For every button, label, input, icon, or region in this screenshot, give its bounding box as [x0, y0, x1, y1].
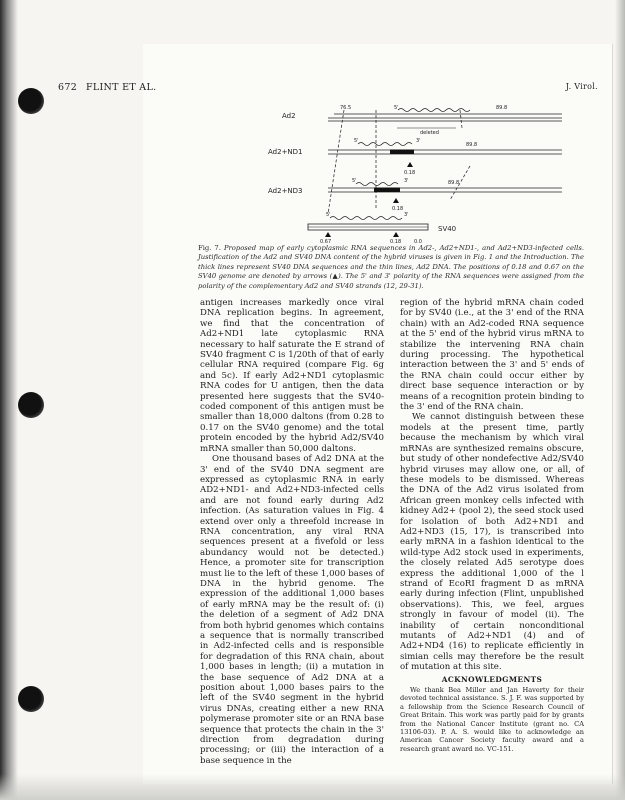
- sv40-segment-nd3: [374, 188, 400, 193]
- map-unit-nd3: 89.8: [448, 180, 460, 186]
- header-authors: FLINT ET AL.: [86, 82, 157, 93]
- map-unit-765: 76.5: [340, 105, 352, 111]
- figure-7-map: [200, 104, 580, 244]
- header-journal: J. Virol.: [565, 82, 598, 91]
- body-paragraph: region of the hybrid mRNA chain coded for by SV40 (i.e., at the 3' end of the RNA chain) with an Ad2-coded RNA sequence at the 5' end of the hybrid virus mRNA to stabilize the intervening RNA chain during processing. The hypothetical interaction between the 3' and 5' ends of the RNA chain could occur either by direct base sequence interaction or by means of a recognition protein binding to the 3' end of the RNA chain.: [400, 298, 584, 413]
- body-paragraph: We cannot distinguish between these models at the present time, partly because the mechanism by which viral mRNAs are synthesized remains obscure, but study of other nondefective Ad2/SV40 hybrid viruses may allow one, or all, of these models to be dismissed. Whereas the DNA of the Ad2 virus isolated from African green monkey cells infected with kidney Ad2+ (pool 2), the seed stock used for isolation of both Ad2+ND1 and Ad2+ND3 (15, 17), is transcribed into early mRNA in a fashion identical to the wild-type Ad2 stock used in experiments, the closely related Ad5 serotype does express the additional 1,000 of the l strand of EcoRI fragment D as mRNA early during infection (Flint, unpublished observations). This, we feel, argues strongly in favour of model (ii). The inability of certain nonconditional mutants of Ad2+ND1 (4) and of Ad2+ND4 (16) to replicate efficiently in simian cells may therefore be the result of mutation at this site.: [400, 412, 584, 673]
- punch-hole: [18, 88, 44, 114]
- rna-map-diagram: [200, 104, 580, 244]
- scan-edge-shadow-right: [615, 0, 625, 800]
- sv40-segment-nd1: [390, 150, 414, 155]
- five-prime-label: 5': [394, 105, 399, 111]
- body-paragraph: antigen increases markedly once viral DNA replication begins. In agreement, we find that the concentration of Ad2+ND1 late cytoplasmic RNA necessary to half saturate the E strand of SV40 fragment C is 1/20th of that of early cellular RNA required (compare Fig. 6g and 5c). If early Ad2+ND1 cytoplasmic RNA codes for U antigen, then the data presented here suggests that the SV40-coded component of this antigen must be smaller than 18,000 daltons (from 0.28 to 0.17 on the SV40 genome) and the total protein encoded by the hybrid Ad2/SV40 mRNA smaller than 50,000 daltons.: [200, 298, 384, 454]
- scan-edge-shadow: [0, 0, 18, 800]
- rna-wave-nd1: [358, 143, 412, 146]
- row-label-sv40: SV40: [438, 225, 457, 233]
- running-header: [58, 82, 598, 96]
- three-prime-nd3: 3': [404, 178, 409, 184]
- rna-wave-nd3: [356, 183, 398, 186]
- map-unit-nd1: 89.8: [466, 142, 478, 148]
- three-prime-nd1: 3': [416, 138, 421, 144]
- arrow-marker-nd3: [393, 198, 399, 203]
- page-number: 672: [58, 82, 78, 93]
- map-unit-nd3-018: 0.18: [392, 206, 404, 212]
- left-column: [200, 298, 384, 766]
- map-unit-898: 89.8: [496, 105, 508, 111]
- caption-text: Proposed map of early cytoplasmic RNA sequences in Ad2-, Ad2+ND1-, and Ad2+ND3-infected cells. Justification of the Ad2 and SV40 DNA content of the hybrid viruses is given in Fig. 1 and the Introduction. The thick lines represent SV40 DNA sequences and the thin lines, Ad2 DNA. The positions of 0.18 and 0.67 on the SV40 genome are denoted by arrows (▲). The 5' and 3' polarity of the RNA sequences were assigned from the polarity of the complementary Ad2 and SV40 strands (12, 29-31).: [198, 244, 585, 290]
- scan-edge-shadow-bottom: [0, 774, 625, 800]
- five-prime-sv40: 5': [326, 212, 331, 218]
- rna-wave-ad2: [398, 109, 470, 112]
- body-paragraph: One thousand bases of Ad2 DNA at the 3' end of the SV40 DNA segment are expressed as cytoplasmic RNA in early AD2+ND1- and Ad2+ND3-infected cells and are not found early during Ad2 infection. (As saturation values in Fig. 4 extend over only a threefold increase in RNA concentration, any viral RNA sequences present at a fivefold or less abundancy would not be detected.) Hence, a promoter site for transcription must lie to the left of these 1,000 bases of DNA in the hybrid genome. The expression of the additional 1,000 bases of early mRNA may be the result of: (i) the deletion of a segment of Ad2 DNA from both hybrid genomes which contains a sequence that is normally transcribed in Ad2-infected cells and is responsible for degradation of this RNA chain, about 1,000 bases in length; (ii) a mutation in the base sequence of Ad2 DNA at a position about 1,000 bases pairs to the left of the SV40 segment in the hybrid virus DNAs, creating either a new RNA polymerase promoter site or an RNA base sequence that protects the chain in the 3' direction from degradation during processing; or (iii) the interaction of a base sequence in the: [200, 454, 384, 766]
- sv40-unit-00: 0.0: [414, 239, 422, 244]
- row-label-ad2: Ad2: [282, 112, 296, 120]
- arrow-marker-018: [393, 232, 399, 237]
- right-column: [400, 298, 584, 753]
- five-prime-nd3: 5': [352, 178, 357, 184]
- punch-hole: [18, 686, 44, 712]
- acknowledgments-heading: ACKNOWLEDGMENTS: [441, 674, 543, 684]
- sv40-unit-067: 0.67: [320, 239, 332, 244]
- punch-hole: [18, 392, 44, 418]
- sv40-unit-018: 0.18: [390, 239, 402, 244]
- row-label-nd1: Ad2+ND1: [268, 148, 303, 156]
- row-label-nd3: Ad2+ND3: [268, 187, 303, 195]
- rna-wave-sv40: [330, 217, 402, 220]
- acknowledgments-text: We thank Bea Miller and Jan Haverty for their devoted technical assistance. S. J. F. was supported by a fellowship from the Science Research Council of Great Britain. This work was partly paid for by grants from the National Cancer Institute (grant no. CA 13106-03). P. A. S. would like to acknowledge an American Cancer Society faculty award and a research grant award no. VC-151.: [400, 686, 584, 753]
- five-prime-nd1: 5': [354, 138, 359, 144]
- deleted-label: deleted: [420, 130, 439, 136]
- caption-lead: Fig. 7.: [198, 244, 221, 252]
- arrow-marker-nd1: [407, 162, 413, 167]
- map-unit-nd1-018: 0.18: [404, 170, 416, 176]
- three-prime-sv40: 3': [404, 212, 409, 218]
- arrow-marker-067: [325, 232, 331, 237]
- figure-caption: [198, 244, 584, 291]
